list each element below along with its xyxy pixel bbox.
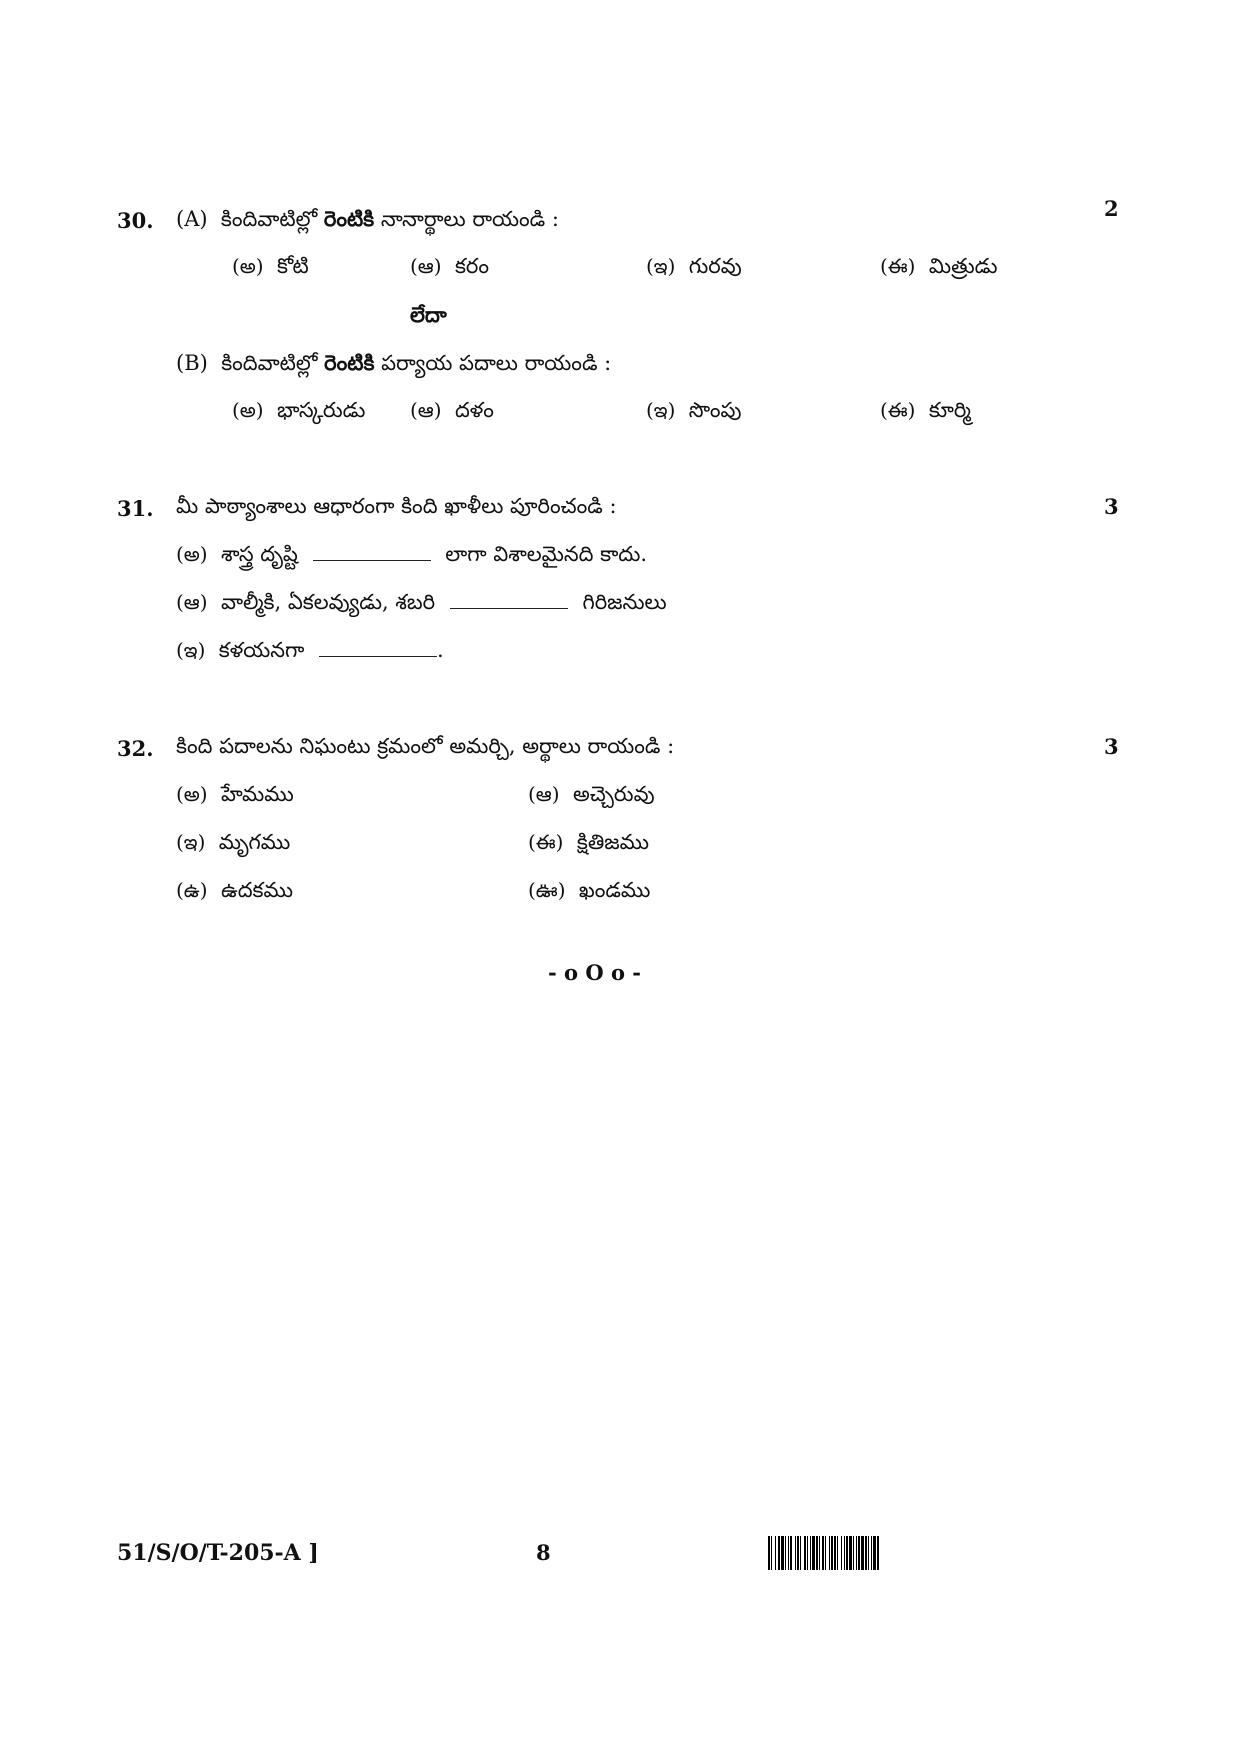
q30-partA-option-1: (అ) కోటి — [232, 254, 309, 278]
q31-item-3: (ఇ) కళయనగా . — [176, 638, 444, 662]
q30-partA-option-4: (ఈ) మిత్రుడు — [880, 254, 998, 278]
q30-partB-bold: రెంటికి — [324, 350, 375, 375]
q31-marks: 3 — [1104, 494, 1119, 519]
q32-item-6: (ఊ) ఖండము — [528, 878, 651, 902]
q30-partB-question — [176, 350, 611, 381]
q30-partA-question — [176, 206, 559, 237]
q30-partB-option-3: (ఇ) సొంపు — [646, 398, 742, 422]
q32-item-4: (ఈ) క్షితిజము — [528, 830, 650, 854]
q30-number: 30. — [117, 208, 154, 233]
q32-item-5: (ఉ) ఉదకము — [176, 878, 293, 902]
barcode — [768, 1536, 880, 1570]
end-of-paper-mark: - o O o - — [548, 960, 641, 985]
q30-partB-option-2: (ఆ) దళం — [410, 398, 494, 422]
q30-or: లేదా — [410, 302, 447, 327]
barcode-bar — [879, 1536, 880, 1570]
q31-item-1: (అ) శాస్త్ర దృష్టి లాగా విశాలమైనది కాదు. — [176, 542, 648, 566]
q30-partB-pre: కిందివాటిల్లో — [221, 351, 318, 375]
q32-item-3: (ఇ) మృగము — [176, 830, 291, 854]
q32-marks: 3 — [1104, 734, 1119, 759]
q30-partB-option-1: (అ) భాస్కరుడు — [232, 398, 366, 422]
q30-partB-option-4: (ఈ) కూర్మి — [880, 398, 971, 422]
fill-blank — [319, 638, 437, 657]
q30-partA-option-3: (ఇ) గురవు — [646, 254, 742, 278]
fill-blank — [313, 542, 431, 561]
q32-item-1: (అ) హేమము — [176, 782, 294, 806]
page-number: 8 — [536, 1540, 551, 1565]
q31-item-2: (ఆ) వాల్మీకి, ఏకలవ్యుడు, శబరి గిరిజనులు — [176, 590, 667, 614]
q30-partB-label: (B) — [176, 351, 208, 375]
q30-partA-label: (A) — [176, 207, 208, 231]
q32-question: కింది పదాలను నిఘంటు క్రమంలో అమర్చి, అర్థాలు రాయండి : — [176, 734, 675, 758]
q32-item-2: (ఆ) అచ్చెరువు — [528, 782, 655, 806]
q31-question: మీ పాఠ్యాంశాలు ఆధారంగా కింది ఖాళీలు పూరించండి : — [176, 494, 617, 518]
q30-partA-bold: రెంటికి — [323, 206, 375, 231]
q30-partA-post: నానార్థాలు రాయండి : — [380, 207, 559, 231]
fill-blank — [450, 590, 568, 609]
q32-number: 32. — [117, 736, 154, 761]
q30-partA-pre: కిందివాటిల్లో — [220, 207, 318, 231]
q30-partA-option-2: (ఆ) కరం — [410, 254, 489, 278]
paper-code: 51/S/O/T-205-A ] — [117, 1540, 319, 1566]
q30-marks: 2 — [1104, 196, 1119, 221]
q30-partB-post: పర్యాయ పదాలు రాయండి : — [381, 351, 612, 375]
q31-number: 31. — [117, 496, 154, 521]
